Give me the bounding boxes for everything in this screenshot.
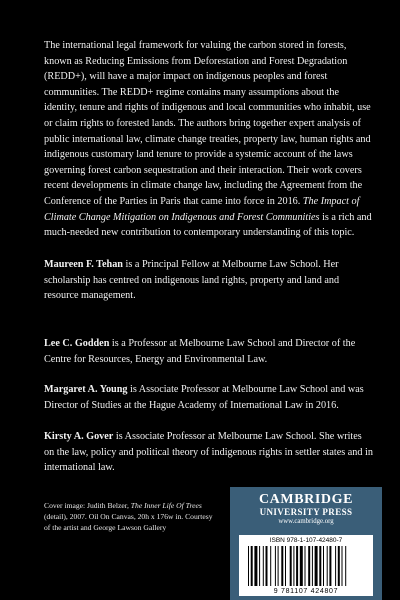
barcode-stripe bbox=[285, 546, 286, 586]
author-bio bbox=[44, 257, 374, 304]
barcode-stripe bbox=[300, 546, 303, 586]
barcode-stripe bbox=[327, 546, 328, 586]
barcode-stripe bbox=[248, 546, 249, 586]
author-bio bbox=[44, 336, 374, 367]
author-name: Maureen F. Tehan bbox=[44, 259, 123, 270]
barcode-stripe bbox=[315, 546, 318, 586]
barcode-stripe bbox=[335, 546, 336, 586]
book-title: The Impact of Climate Change Mitigation on Indigenous and Forest Communities bbox=[44, 195, 360, 223]
artwork-title: The Inner Life Of Trees bbox=[130, 501, 202, 510]
author-name: Margaret A. Young bbox=[44, 384, 128, 395]
barcode-stripe bbox=[345, 546, 346, 586]
publisher-subname: UNIVERSITY PRESS bbox=[259, 507, 353, 517]
author-bio-text: is Associate Professor at Melbourne Law School and was Director of Studies at the Hague Academy of International Law in 2016. bbox=[44, 384, 364, 411]
author-bio-text: is a Professor at Melbourne Law School and Director of the Centre for Resources, Energy and Environmental Law. bbox=[44, 338, 356, 365]
barcode-stripe bbox=[312, 546, 313, 586]
barcode bbox=[239, 535, 373, 596]
barcode-stripe bbox=[266, 546, 268, 586]
barcode-stripe bbox=[338, 546, 340, 586]
barcode-stripe bbox=[290, 546, 292, 586]
publisher-panel bbox=[230, 487, 382, 600]
author-name: Kirsty A. Gover bbox=[44, 431, 114, 442]
barcode-stripe bbox=[259, 546, 260, 586]
barcode-stripe bbox=[270, 546, 271, 586]
author-bio bbox=[44, 429, 374, 476]
book-description bbox=[44, 38, 374, 241]
barcode-stripe bbox=[281, 546, 283, 586]
isbn-label: ISBN 978-1-107-42480-7 bbox=[269, 537, 343, 544]
author-bio bbox=[44, 382, 374, 413]
description-text-end: is a rich and much-needed new contribution to contemporary understanding of this topic. bbox=[44, 211, 372, 239]
author-bio-text: is Associate Professor at Melbourne Law School. She writes on the law, policy and political theory of indigenous rights in settler states and in international law. bbox=[44, 431, 373, 474]
barcode-stripe bbox=[263, 546, 264, 586]
publisher-name: CAMBRIDGE bbox=[258, 492, 354, 507]
barcode-stripe bbox=[275, 546, 276, 586]
barcode-stripe bbox=[251, 546, 253, 586]
barcode-stripe bbox=[323, 546, 324, 586]
barcode-stripe bbox=[278, 546, 279, 586]
credit-prefix: Cover image: Judith Belzer, bbox=[44, 501, 131, 510]
barcode-stripe bbox=[293, 546, 294, 586]
barcode-stripe bbox=[254, 546, 257, 586]
author-bio-text: is a Principal Fellow at Melbourne Law School. Her scholarship has centred on indigenous land rights, property and land and resource management. bbox=[44, 259, 340, 302]
publisher-logo bbox=[230, 492, 382, 526]
barcode-stripe bbox=[305, 546, 306, 586]
barcode-bars bbox=[247, 546, 365, 586]
cover-image-credit bbox=[44, 500, 214, 533]
description-text: The international legal framework for valuing the carbon stored in forests, known as Reducing Emissions from Deforestation and Forest Degradation (REDD+), will have a major impact on indigenous peoples and forest communities. The REDD+ regime contains many assumptions about the identity, tenure and rights of indigenous and local communities who inhabit, use or claim rights to forested lands. The authors bring together expert analysis of public international law, climate change treaties, property law, human rights and indigenous customary land tenure to provide a systemic account of the laws governing forest carbon sequestration and their interaction. Their work covers recent developments in climate change law, including the Agreement from the Conference of the Parties in Paris that came into force in 2016. bbox=[44, 40, 371, 207]
barcode-digits: 9 781107 424807 bbox=[273, 588, 339, 595]
publisher-url: www.cambridge.org bbox=[278, 518, 334, 525]
barcode-stripe bbox=[319, 546, 321, 586]
credit-suffix: (detail), 2007. Oil On Canvas, 20h x 176w in. Courtesy of the artist and George Lawson Gallery bbox=[44, 512, 213, 532]
barcode-stripe bbox=[308, 546, 310, 586]
author-name: Lee C. Godden bbox=[44, 338, 110, 349]
barcode-stripe bbox=[296, 546, 298, 586]
barcode-stripe bbox=[329, 546, 331, 586]
barcode-stripe bbox=[342, 546, 343, 586]
